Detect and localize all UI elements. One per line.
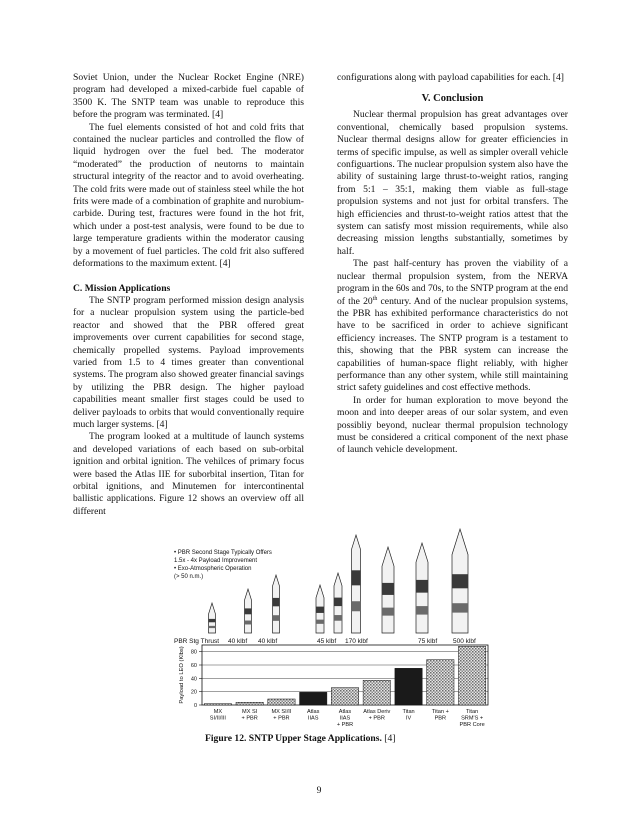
rocket-icon [273,575,280,633]
y-axis-title: Payload to LEO (Klbs) [179,646,185,704]
category-label: + PBR [241,715,258,722]
category-label: + PBR [273,715,290,722]
rocket-icon [416,543,428,633]
left-paragraph-2: The fuel elements consisted of hot and cold frits that contained the nuclear particles and controlled the flow of liquid hydrogen over the fuel bed. The moderator “moderated” the production of neutorns to maintain structural integrity of the reactor and to avoid overheating. The cold frits were made out of stainless steel while the hot frits were made of a combination of graphite and nurobium-carbide. During test, fractures were found in the hot frit, which under a post-test analysis, were found to be due to large temperature gradients within the moderator causing by a movement of fuel particles. The cold frit also suffered deformations to the maximum extent. [4] [73,121,304,270]
figure-12 [160,525,490,731]
figure-bullet-notes [174,550,272,580]
payload-bar [204,704,231,705]
category-label: Atlas [338,709,352,715]
right-paragraph-2 [337,258,568,394]
y-tick-label: 40 [190,676,197,683]
thrust-label: 40 klbf [228,638,248,645]
left-column [73,72,304,518]
payload-bar [236,702,263,705]
category-label: Titan [465,709,479,715]
thrust-label: 170 klbf [345,638,368,645]
category-label: + PBR [336,721,354,728]
right-paragraph-2-text-a: The past half-century has proven the viability of a nuclear thermal propulsion system, from the NERVA program in the 60s and 70s, to the SNTP program at the end of the 20 [337,258,568,307]
page-number: 9 [316,785,322,796]
thrust-label: 40 klbf [258,638,278,645]
right-paragraph-3: In order for human exploration to move beyond the moon and into deeper areas of our solar system, and even possibliy beyond, nuclear thermal propulsion technology must be considered a critical component of the next phase of launch vehicle development. [337,394,568,456]
payload-bar [427,660,454,705]
thrust-label: 45 klbf [317,638,337,645]
thrust-label: 75 klbf [418,638,438,645]
category-label: Titan + [431,709,449,715]
payload-bar [300,692,327,705]
y-tick-label: 0 [193,703,197,709]
section-heading-mission-applications: C. Mission Applications [73,282,171,294]
right-paragraph-2-superscript: th [372,295,378,302]
rocket-icon [316,585,324,633]
category-label: Titan [402,709,415,715]
payload-bar [363,680,390,705]
right-column [337,72,568,457]
y-tick-label: 60 [190,663,197,669]
right-paragraph-2-text-b: century. And of the nuclear propulsion systems, the PBR has exhibited performance characteristics do not have to be sacrificed in order to achieve significant efficiency increases. The SNTP program is a testament to this, showing that the PBR system can increase the capabilities of human-space flight reliably, with higher performance than any other system, while still maintaining strict safety guidelines and cost effective methods. [337,295,568,394]
rocket-icon [352,535,361,633]
category-label: IIAS [307,715,319,722]
left-paragraph-3: The SNTP program performed mission design analysis for a nuclear propulsion system using the particle-bed reactor and showed that the PBR offered great improvements over current capabilities for second stage, chemically propelled systems. Payload improvements varied from 1.5 to 4 times greater than conventional systems. The program also showed greater financial savings by utilizing the PBR design. The higher payload capabilities meant smaller first stages could be used to deliver payloads to orbits that would conventionally require much larger systems. [4] [73,294,304,430]
figure-bullet-line: 1.5x - 4x Payload Improvement [174,558,258,564]
payload-bar [331,688,358,705]
payload-bar-chart [179,645,488,728]
category-label: SI/II/III [209,715,226,722]
figure-caption-reference: [4] [384,733,396,744]
right-paragraph-0: configurations along with payload capabilities for each. [4] [337,72,564,83]
rocket-icon [209,603,216,633]
thrust-label: 500 klbf [453,638,476,645]
thrust-label: PBR Stg Thrust [174,638,220,645]
category-label: IIAS [339,715,351,722]
payload-bar [268,699,295,705]
y-tick-label: 20 [190,689,197,696]
conclusion-heading: V. Conclusion [421,93,484,105]
category-label: IV [405,715,412,722]
figure-caption [205,733,465,744]
left-paragraph-4: The program looked at a multitude of launch systems and developed variations of each based on sub-orbital ignition and orbital ignition. The vehilces of primary focus were based the Atlas IIE for suborbital insertion, Titan for orbital ignitions, and Minutemen for intercontinental ballistic applications. Figure 12 shows an overview off all different [73,431,304,517]
figure-bullet-line: • Exo-Atmospheric Operation [174,566,252,572]
category-label: MX SI/II [271,709,292,715]
category-label: Atlas [307,709,320,715]
category-label: MX [213,709,223,715]
category-label: PBR Core [459,721,485,728]
right-paragraph-1: Nuclear thermal propulsion has great advantages over conventional, chemically based propulsion systems. Nuclear thermal designs allow for greater efficiencies in terms of specific impulse, as well as simpler overall vehicle configuartions. The nuclear propulsion system also have the ability of sustaining large thrust-to-weight ratios, ranging from 5:1 – 35:1, making them viable as full-stage propulsion systems and not just for orbital transfers. The high efficiencies and thrust-to-weight ratios attest that the system can satisfy most mission requirements, while also decreasing mission lengths substantially, sometimes by half. [337,109,568,257]
thrust-label-row [174,638,476,645]
y-tick-label: 80 [190,649,197,656]
category-label: MX SI [242,709,258,715]
rocket-illustrations [209,529,469,633]
rocket-icon [245,589,252,633]
figure-12-graphic [160,525,490,731]
category-label: Atlas Deriv [363,709,391,715]
category-label: SRM'S + [461,715,484,722]
category-label: + PBR [368,715,385,722]
rocket-icon [334,573,342,633]
figure-bullet-line: • PBR Second Stage Typically Offers [174,550,272,556]
category-label: PBR [434,715,447,722]
payload-bar [458,646,485,705]
payload-bar [395,668,422,705]
rocket-icon [452,529,468,633]
rocket-icon [382,547,394,633]
figure-caption-title: Figure 12. SNTP Upper Stage Applications. [205,733,382,744]
figure-bullet-line: (> 50 n.m.) [174,574,204,580]
left-paragraph-1: Soviet Union, under the Nuclear Rocket Engine (NRE) program had developed a mixed-carbide fuel capable of 3500 K. The SNTP team was unable to reproduce this before the program was terminated. [4] [73,72,304,121]
